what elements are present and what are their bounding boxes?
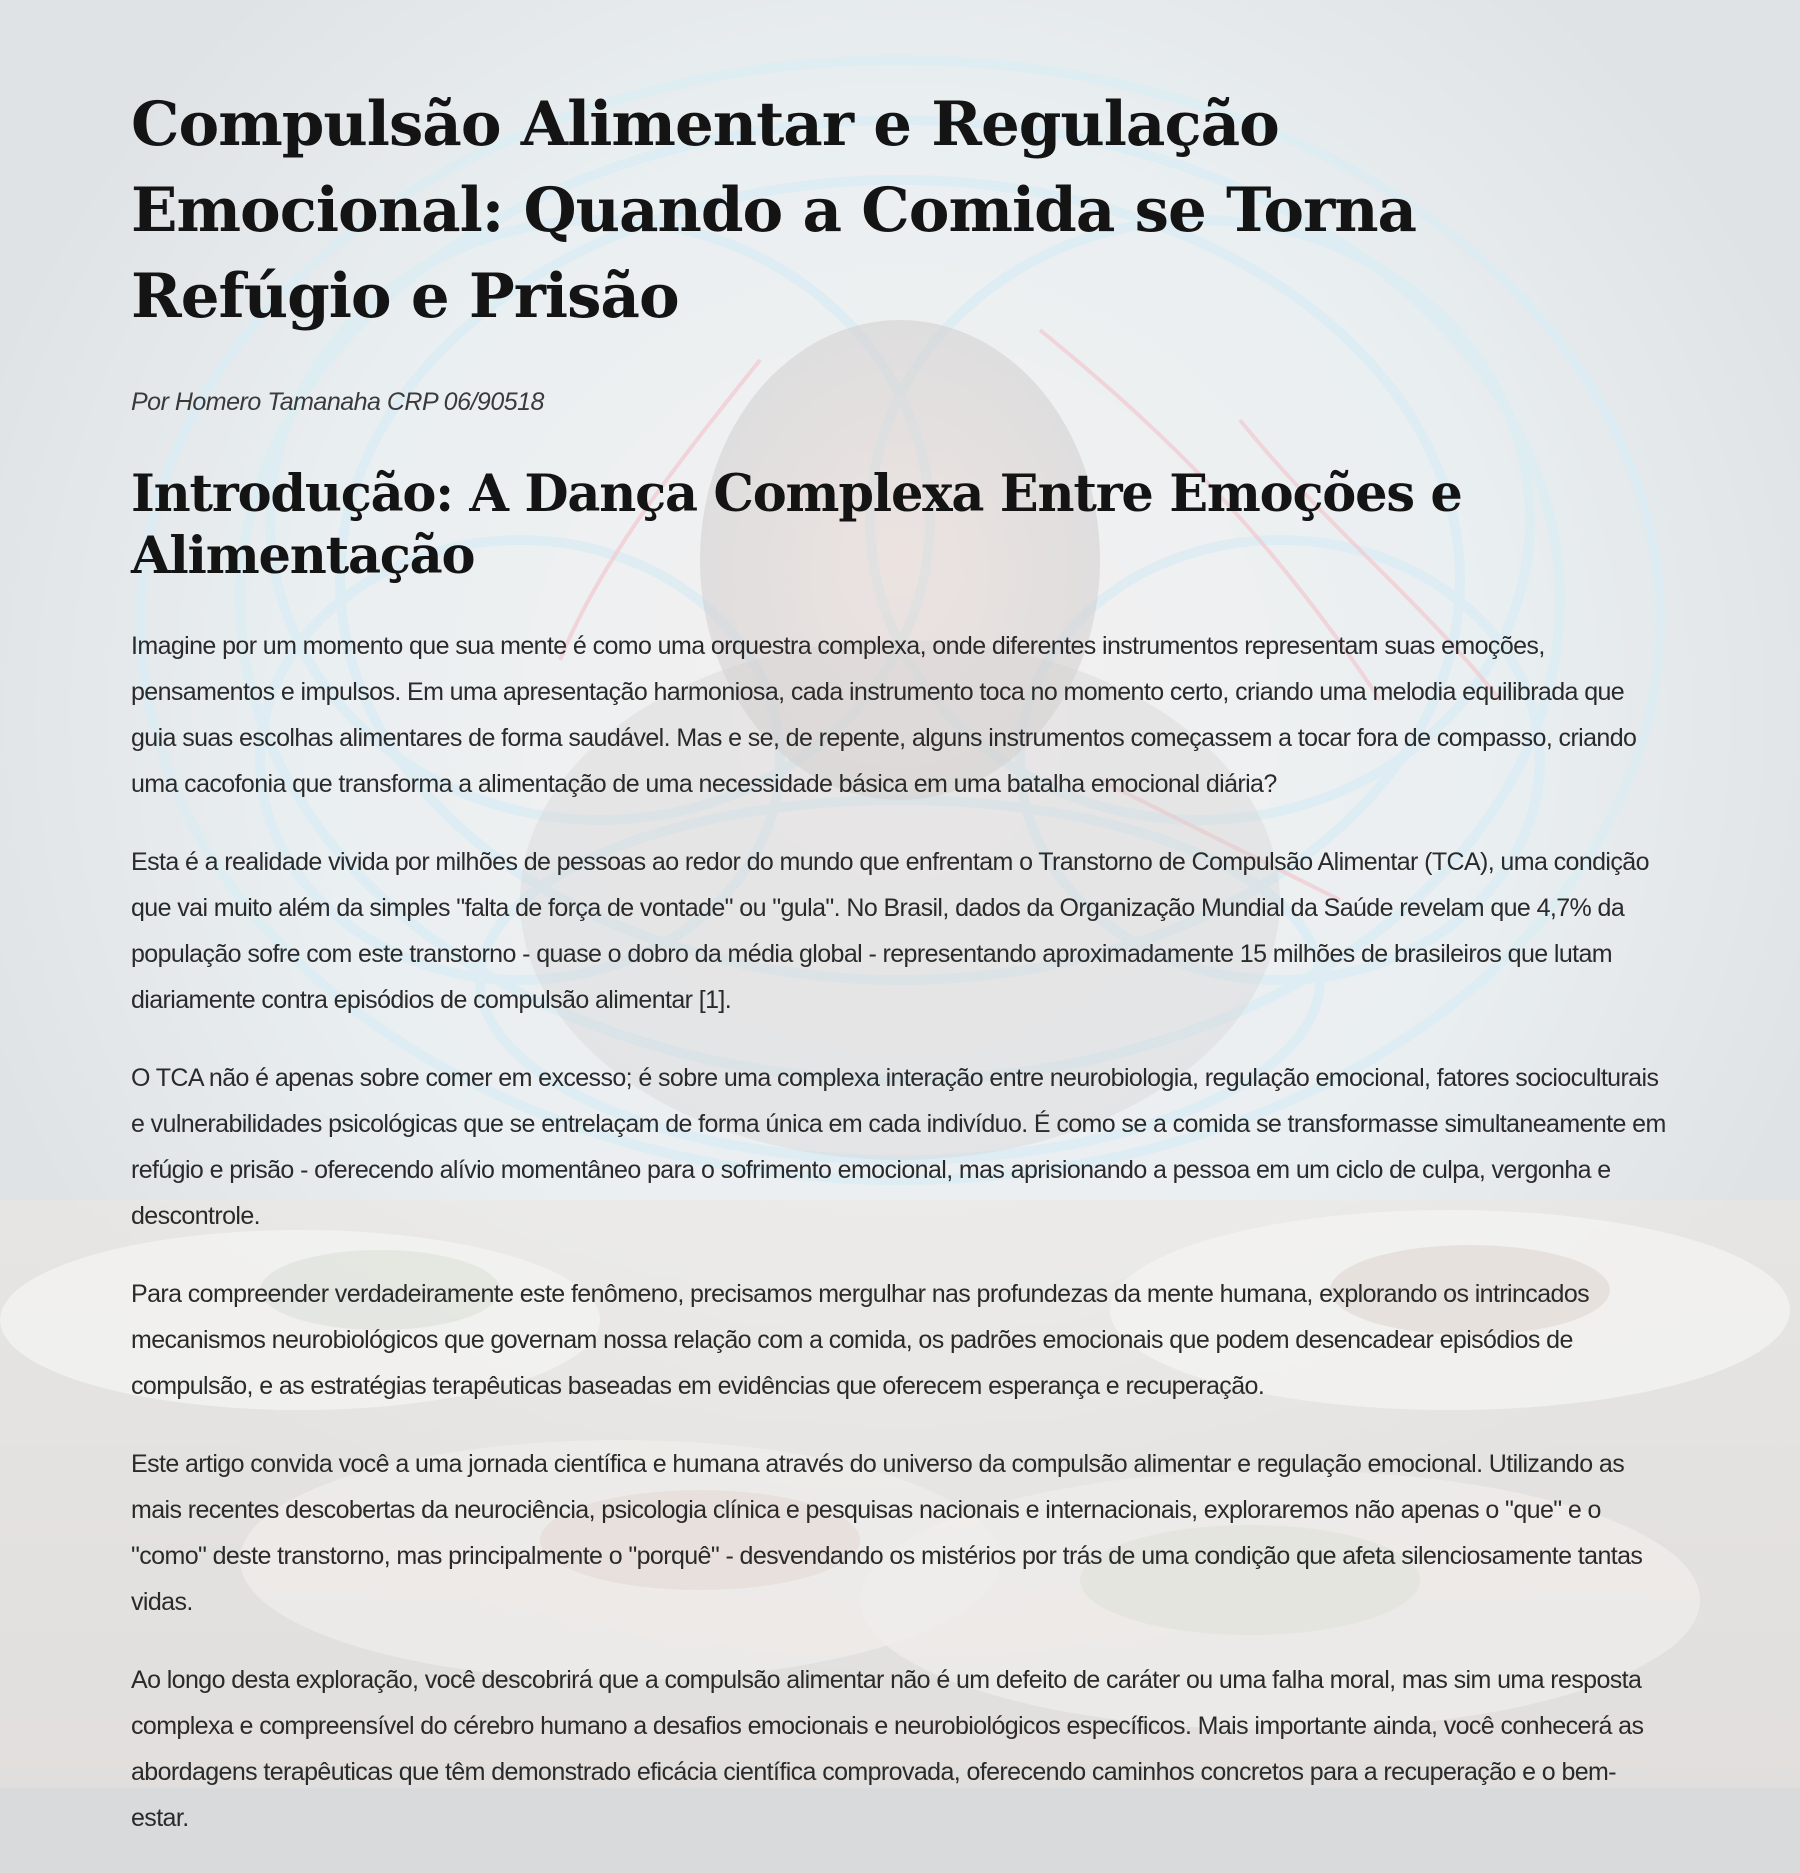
section-heading: Introdução: A Dança Complexa Entre Emoções e Alimentação [131,464,1462,586]
article-title: Compulsão Alimentar e Regulação Emocional: Quando a Comida se Torna Refúgio e Prisão [131,89,1417,332]
paragraph-4: Para compreender verdadeiramente este fenômeno, precisamos mergulhar nas profundezas da mente humana, explorando os intrincados mecanismos neurobiológicos que governam nossa relação com a comida, os padrões emocionais que podem desencadear episódios de compulsão, e as estratégias terapêuticas baseadas em evidências que oferecem esperança e recuperação. [131,1280,1590,1400]
paragraph-3: O TCA não é apenas sobre comer em excesso; é sobre uma complexa interação entre neurobiologia, regulação emocional, fatores socioculturais e vulnerabilidades psicológicas que se entrelaçam de forma única em cada indivíduo. É como se a comida se transformasse simultaneamente em refúgio e prisão - oferecendo alívio momentâneo para o sofrimento emocional, mas aprisionando a pessoa em um ciclo de culpa, vergonha e descontrole. [131,1064,1666,1230]
paragraph-6: Ao longo desta exploração, você descobrirá que a compulsão alimentar não é um defeito de caráter ou uma falha moral, mas sim uma resposta complexa e compreensível do cérebro humano a desafios emocionais e neurobiológicos específicos. Mais importante ainda, você conhecerá as abordagens terapêuticas que têm demonstrado eficácia científica comprovada, oferecendo caminhos concretos para a recuperação e o bem-estar. [131,1666,1644,1832]
paragraph-5: Este artigo convida você a uma jornada científica e humana através do universo da compulsão alimentar e regulação emocional. Utilizando as mais recentes descobertas da neurociência, psicologia clínica e pesquisas nacionais e internacionais, exploraremos não apenas o "que" e o "como" deste transtorno, mas principalmente o "porquê" - desvendando os mistérios por trás de uma condição que afeta silenciosamente tantas vidas. [131,1450,1643,1616]
author-byline: Por Homero Tamanaha CRP 06/90518 [131,388,544,416]
paragraph-2: Esta é a realidade vivida por milhões de pessoas ao redor do mundo que enfrentam o Transtorno de Compulsão Alimentar (TCA), uma condição que vai muito além da simples "falta de força de vontade" ou "gula". No Brasil, dados da Organização Mundial da Saúde revelam que 4,7% da população sofre com este transtorno - quase o dobro da média global - representando aproximadamente 15 milhões de brasileiros que lutam diariamente contra episódios de compulsão alimentar [1]. [131,848,1649,1014]
article [131,82,1671,1873]
article-body [131,623,1671,1841]
paragraph-1: Imagine por um momento que sua mente é como uma orquestra complexa, onde diferentes instrumentos representam suas emoções, pensamentos e impulsos. Em uma apresentação harmoniosa, cada instrumento toca no momento certo, criando uma melodia equilibrada que guia suas escolhas alimentares de forma saudável. Mas e se, de repente, alguns instrumentos começassem a tocar fora de compasso, criando uma cacofonia que transforma a alimentação de uma necessidade básica em uma batalha emocional diária? [131,632,1637,798]
